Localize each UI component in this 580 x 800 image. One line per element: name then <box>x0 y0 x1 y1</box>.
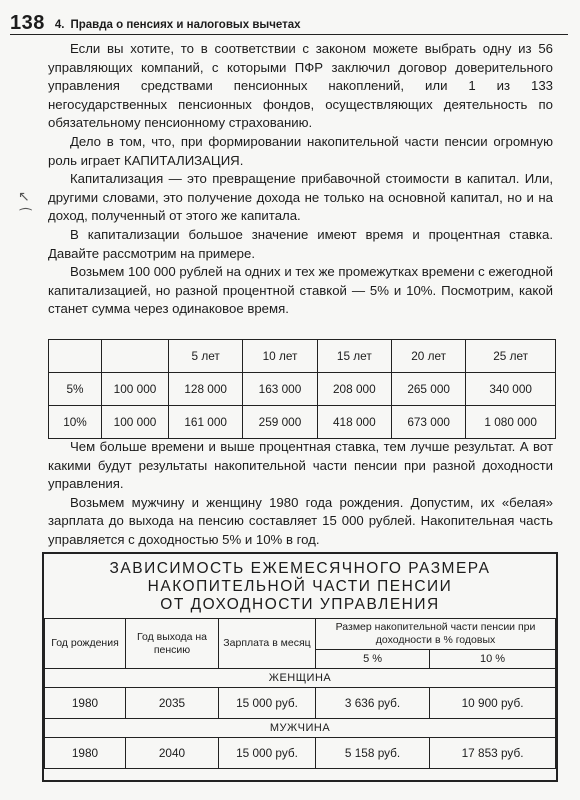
title-line: НАКОПИТЕЛЬНОЙ ЧАСТИ ПЕНСИИ <box>147 578 453 595</box>
table-row <box>45 688 556 719</box>
col-5-percent: 5 % <box>316 650 430 669</box>
col-pension-size: Размер накопительной части пенсии при доходности в % годовых <box>316 619 556 650</box>
table-cell: 3 636 руб. <box>316 688 430 719</box>
pension-table-title <box>44 554 556 618</box>
table-row <box>45 738 556 769</box>
pencil-mark-icon: ↖ <box>18 188 30 204</box>
paragraph: Возьмем мужчину и женщину 1980 года рождения. Допустим, их «белая» зарплата до выхода на пенсию составляет 15 000 рублей. Накопительная часть управляется с доходностью 5% и 10% в год. <box>48 494 553 547</box>
table-header-cell: 15 лет <box>317 340 391 373</box>
pension-table <box>44 618 556 769</box>
table-cell: 2040 <box>126 738 219 769</box>
table-cell: 10 900 руб. <box>430 688 556 719</box>
table-header-cell: 20 лет <box>391 340 465 373</box>
table-row <box>49 406 556 439</box>
table-cell: 5% <box>49 373 102 406</box>
table-cell: 1980 <box>45 688 126 719</box>
body-text-bottom <box>48 438 553 550</box>
section-row <box>45 669 556 688</box>
table-header-cell <box>102 340 169 373</box>
paragraph: Возьмем 100 000 рублей на одних и тех же промежутках времени с ежегодной капитализацией, но разной процентной ставкой — 5% и 10%. Посмотрим, какой станет сумма через одинаковое время. <box>48 264 553 317</box>
section-men: МУЖЧИНА <box>45 719 556 738</box>
page-number: 138 <box>10 12 45 34</box>
table-cell: 15 000 руб. <box>219 688 316 719</box>
pension-table-frame <box>42 552 558 782</box>
table-cell: 5 158 руб. <box>316 738 430 769</box>
table-cell: 17 853 руб. <box>430 738 556 769</box>
title-line: ЗАВИСИМОСТЬ ЕЖЕМЕСЯЧНОГО РАЗМЕРА <box>109 560 491 577</box>
capitalization-table <box>48 339 556 439</box>
chapter-number: 4. <box>54 19 65 31</box>
table-row <box>49 373 556 406</box>
pencil-mark-icon: ⁀ <box>20 208 32 224</box>
table-header-cell: 25 лет <box>466 340 556 373</box>
table-cell: 15 000 руб. <box>219 738 316 769</box>
table-cell: 163 000 <box>243 373 317 406</box>
table-cell: 673 000 <box>391 406 465 439</box>
table-header-row <box>45 619 556 650</box>
paragraph: В капитализации большое значение имеют время и процентная ставка. Давайте рассмотрим на примере. <box>48 226 553 261</box>
paragraph: Капитализация — это превращение прибавочной стоимости в капитал. Или, другими словами, это получение дохода не только на основной капитал, но и на доход, полученный от этого же капитала. <box>48 171 553 224</box>
paragraph: Дело в том, что, при формировании накопительной части пенсии огромную роль играет КАПИТАЛИЗАЦИЯ. <box>48 133 553 168</box>
table-cell: 259 000 <box>243 406 317 439</box>
table-header-cell <box>49 340 102 373</box>
table-cell: 1980 <box>45 738 126 769</box>
table-cell: 10% <box>49 406 102 439</box>
table-cell: 100 000 <box>102 406 169 439</box>
table-cell: 340 000 <box>466 373 556 406</box>
table-cell: 265 000 <box>391 373 465 406</box>
table-cell: 208 000 <box>317 373 391 406</box>
table-header-cell: 10 лет <box>243 340 317 373</box>
table-cell: 128 000 <box>169 373 243 406</box>
body-text-top <box>48 40 553 319</box>
col-10-percent: 10 % <box>430 650 556 669</box>
section-row <box>45 719 556 738</box>
table-cell: 161 000 <box>169 406 243 439</box>
paragraph: Если вы хотите, то в соответствии с законом можете выбрать одну из 56 управляющих компаний, с которыми ПФР заключил договор доверительного управления средствами пенсионных накоплений, или 1 из 133 негосударственных пенсионных фондов, осуществляющих деятельность по обязательному пенсионному страхованию. <box>48 41 553 131</box>
table-cell: 2035 <box>126 688 219 719</box>
table-header-cell: 5 лет <box>169 340 243 373</box>
col-retire-year: Год выхода на пенсию <box>126 619 219 669</box>
page-header <box>10 8 568 35</box>
section-women: ЖЕНЩИНА <box>45 669 556 688</box>
title-line: ОТ ДОХОДНОСТИ УПРАВЛЕНИЯ <box>160 596 440 613</box>
col-birth-year: Год рождения <box>45 619 126 669</box>
table-header-row <box>49 340 556 373</box>
paragraph: Чем больше времени и выше процентная ставка, тем лучше результат. А вот какими будут результаты накопительной части пенсии при разной доходности управления. <box>48 439 553 492</box>
table-cell: 100 000 <box>102 373 169 406</box>
chapter-title: Правда о пенсиях и налоговых вычетах <box>70 19 301 31</box>
table-cell: 418 000 <box>317 406 391 439</box>
col-salary: Зарплата в месяц <box>219 619 316 669</box>
table-cell: 1 080 000 <box>466 406 556 439</box>
